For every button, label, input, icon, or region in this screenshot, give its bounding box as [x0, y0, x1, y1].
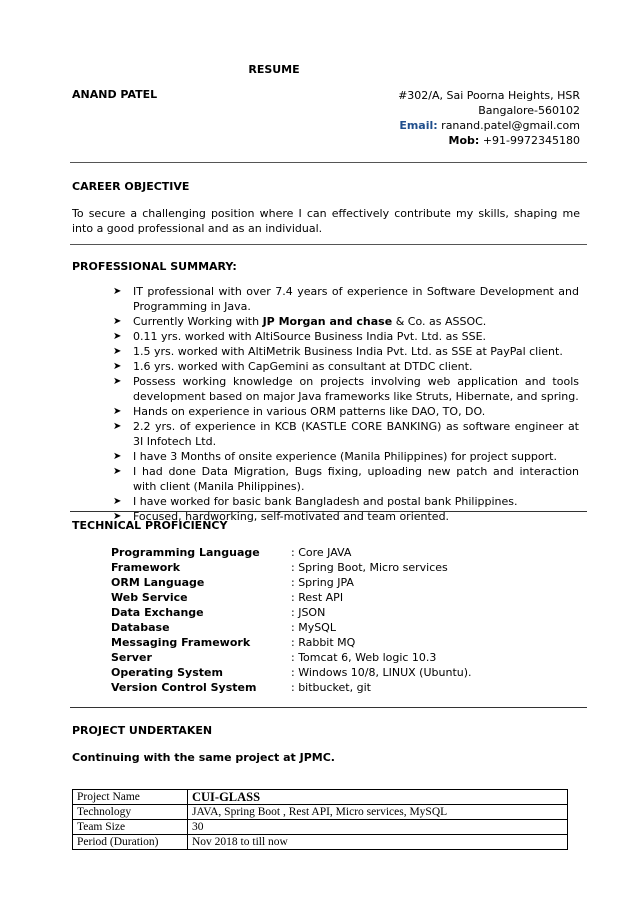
arrow-bullet-icon: ➤: [113, 466, 122, 477]
table-row: [73, 835, 568, 850]
table-cell-value: CUI-GLASS: [188, 790, 568, 805]
arrow-bullet-icon: ➤: [113, 331, 122, 342]
address-line-2: Bangalore-560102: [478, 104, 580, 117]
summary-item: ➤ Focused, hardworking, self-motivated and team oriented.: [113, 510, 450, 523]
arrow-bullet-icon: ➤: [113, 376, 122, 387]
resume-title: RESUME: [248, 63, 300, 76]
arrow-bullet-icon: ➤: [113, 316, 122, 327]
summary-item: ➤ Possess working knowledge on projects involving web application and tools development based on major Java frameworks like Struts, Hibernate, and spring.: [113, 375, 579, 403]
email-label: Email:: [399, 119, 438, 132]
arrow-bullet-icon: ➤: [113, 406, 122, 417]
arrow-bullet-icon: ➤: [113, 346, 122, 357]
professional-summary-heading: PROFESSIONAL SUMMARY:: [72, 260, 237, 273]
table-cell-key: Period (Duration): [73, 835, 188, 850]
summary-item: ➤ I have worked for basic bank Bangladesh and postal bank Philippines.: [113, 495, 518, 508]
arrow-bullet-icon: ➤: [113, 361, 122, 372]
career-objective-heading: CAREER OBJECTIVE: [72, 180, 190, 193]
table-cell-value: 30: [188, 820, 568, 835]
arrow-bullet-icon: ➤: [113, 421, 122, 432]
table-cell-key: Project Name: [73, 790, 188, 805]
summary-item: ➤ 2.2 yrs. of experience in KCB (KASTLE CORE BANKING) as software engineer at 3I Infotech Ltd.: [113, 420, 579, 448]
summary-item: ➤ 0.11 yrs. worked with AltiSource Business India Pvt. Ltd. as SSE.: [113, 330, 487, 343]
summary-list: [113, 284, 579, 524]
summary-item: ➤ IT professional with over 7.4 years of experience in Software Development and Programming in Java.: [113, 285, 579, 313]
email-value[interactable]: ranand.patel@gmail.com: [441, 119, 580, 132]
summary-item: ➤ Hands on experience in various ORM patterns like DAO, TO, DO.: [113, 405, 486, 418]
table-cell-value: Nov 2018 to till now: [188, 835, 568, 850]
arrow-bullet-icon: ➤: [113, 496, 122, 507]
divider: [70, 244, 587, 245]
mobile-value: +91-9972345180: [482, 134, 580, 147]
project-table: [72, 789, 568, 850]
career-objective-text: To secure a challenging position where I can effectively contribute my skills, shaping me into a good professional and as an individual.: [72, 207, 580, 235]
summary-item: ➤ Currently Working with JP Morgan and chase & Co. as ASSOC.: [113, 315, 487, 328]
table-cell-value: JAVA, Spring Boot , Rest API, Micro services, MySQL: [188, 805, 568, 820]
employer-name: JP Morgan and chase: [262, 315, 393, 328]
table-row: [73, 790, 568, 805]
project-subheading: Continuing with the same project at JPMC.: [72, 751, 335, 764]
arrow-bullet-icon: ➤: [113, 511, 122, 522]
address-line-1: #302/A, Sai Poorna Heights, HSR: [398, 89, 580, 102]
contact-block: [398, 88, 580, 148]
summary-item: ➤ 1.6 yrs. worked with CapGemini as consultant at DTDC client.: [113, 360, 473, 373]
technical-proficiency-heading: TECHNICAL PROFICIENCY: [72, 519, 228, 532]
project-heading: PROJECT UNDERTAKEN: [72, 724, 213, 737]
divider: [70, 162, 587, 163]
table-cell-key: Team Size: [73, 820, 188, 835]
summary-item: ➤ 1.5 yrs. worked with AltiMetrik Business India Pvt. Ltd. as SSE at PayPal client.: [113, 345, 563, 358]
table-row: [73, 820, 568, 835]
email-line: [398, 118, 580, 133]
divider: [70, 707, 587, 708]
arrow-bullet-icon: ➤: [113, 286, 122, 297]
mobile-line: [398, 133, 580, 148]
mobile-label: Mob:: [448, 134, 480, 147]
table-row: [73, 805, 568, 820]
divider: [70, 511, 587, 512]
summary-item: ➤ I have 3 Months of onsite experience (Manila Philippines) for project support.: [113, 450, 557, 463]
summary-item: ➤ I had done Data Migration, Bugs fixing, uploading new patch and interaction with client (Manila Philippines).: [113, 465, 579, 493]
candidate-name: ANAND PATEL: [72, 88, 158, 101]
arrow-bullet-icon: ➤: [113, 451, 122, 462]
table-cell-key: Technology: [73, 805, 188, 820]
